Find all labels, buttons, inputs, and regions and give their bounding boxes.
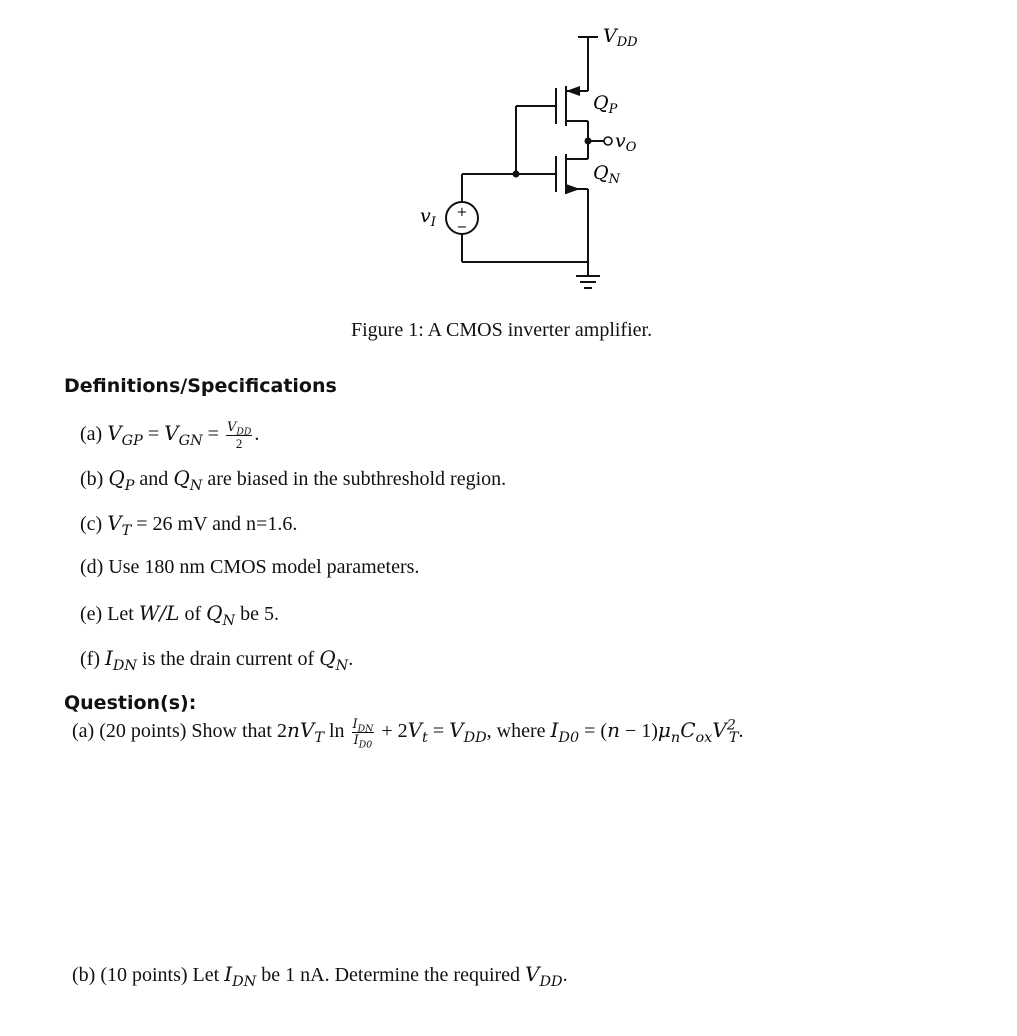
figure-caption: Figure 1: A CMOS inverter amplifier. — [351, 319, 653, 341]
output-terminal — [604, 137, 612, 145]
definition-f: (f) $I_{DN}$ is the drain current of $Q_N$. — [80, 646, 354, 674]
vo-label: $v_O$ — [615, 130, 637, 155]
gate-junction-dot — [513, 171, 520, 178]
qp-label: $Q_P$ — [593, 92, 618, 117]
definition-d: (d) Use 180 nm CMOS model parameters. — [80, 556, 420, 578]
idn-over-id0-fraction: $\frac{I_{DN}}{I_{D0}}$ — [352, 717, 374, 751]
qp-arrow-icon — [566, 86, 580, 96]
questions-heading: Question(s): — [64, 692, 197, 714]
question-a: (a) (20 points) Show that $2nV_T$ ln $\frac{I_{DN}}{I_{D0}}$ + $2V_t = V_{DD}$, where $I_{D0} = (n - 1)\mu_nC_{ox}V^2_T$. — [72, 717, 744, 751]
definitions-heading: Definitions/Specifications — [64, 375, 337, 397]
vi-label: $v_I$ — [420, 205, 436, 230]
question-b: (b) (10 points) Let $I_{DN}$ be 1 nA. Determine the required $V_{DD}$. — [72, 962, 568, 990]
qn-label: $Q_N$ — [593, 162, 620, 187]
cmos-inverter-schematic — [0, 0, 1017, 310]
definition-b: (b) $Q_P$ and $Q_N$ are biased in the subthreshold region. — [80, 466, 507, 494]
vdd-over-2-fraction: $\frac{V_{DD}}{2}$ — [226, 420, 252, 451]
definition-c: (c) $V_T = 26$ mV and n=1.6. — [80, 511, 298, 539]
definition-a: (a) $V_{GP} = V_{GN}$ = $\frac{V_{DD}}{2}$ . — [80, 420, 260, 451]
definition-e: (e) Let W/L of $Q_N$ be 5. — [80, 601, 279, 629]
vi-minus-sign: − — [456, 220, 468, 235]
qn-arrow-icon — [566, 184, 580, 194]
output-junction-dot — [585, 138, 592, 145]
vi-plus-sign: + — [456, 205, 468, 220]
vdd-label: $V_{DD}$ — [603, 25, 638, 50]
